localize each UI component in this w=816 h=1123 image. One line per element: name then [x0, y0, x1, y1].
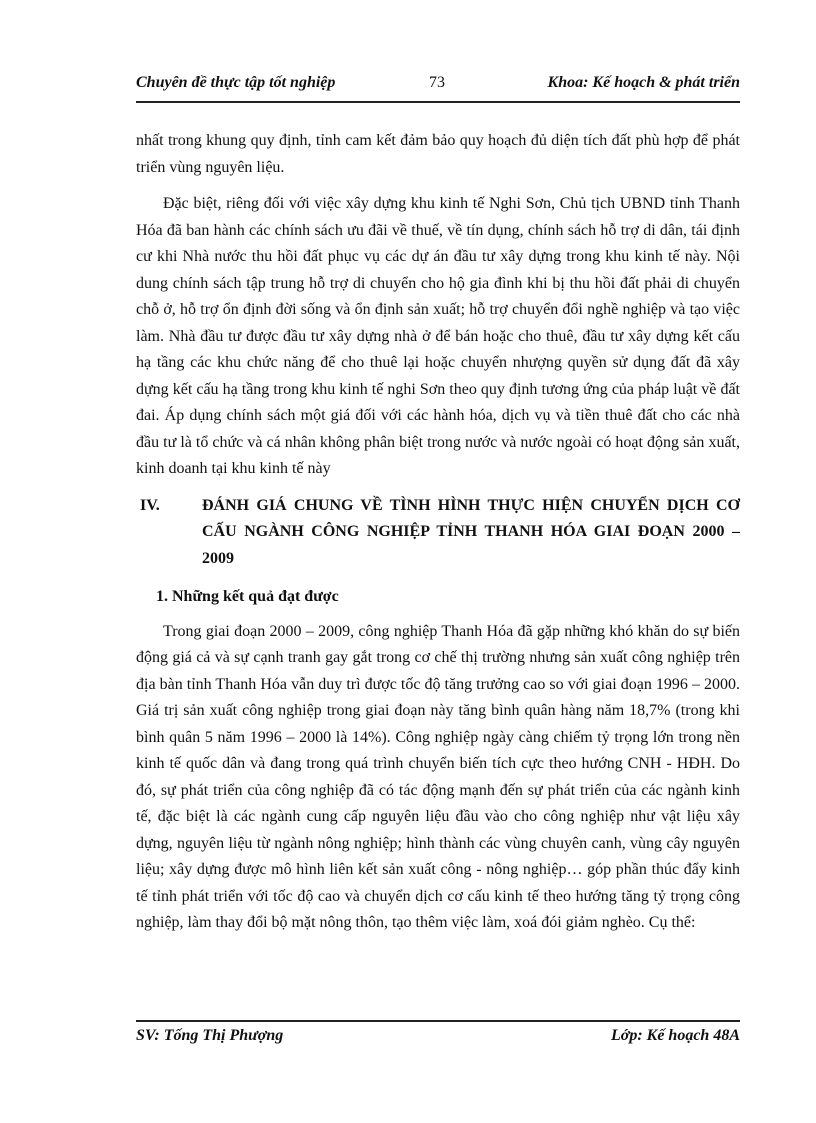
subsection-heading: 1. Những kết quả đạt được	[156, 588, 339, 605]
section-number: IV.	[140, 496, 160, 514]
page-body	[136, 128, 740, 947]
page-header	[136, 74, 740, 98]
paragraph-3: Trong giai đoạn 2000 – 2009, công nghiệp Thanh Hóa đã gặp những khó khăn do sự biến động giá cả và sự cạnh tranh gay gắt trong cơ chế thị trường nhưng sản xuất công nghiệp trên địa bàn tỉnh Thanh Hóa vẫn duy trì được tốc độ tăng trưởng cao so với giai đoạn 1996 – 2000. Giá trị sản xuất công nghiệp trong giai đoạn này tăng bình quân hàng năm 18,7% (trong khi bình quân 5 năm 1996 – 2000 là 14%). Công nghiệp ngày càng chiếm tỷ trọng lớn trong nền kinh tế quốc dân và đang trong quá trình chuyển biến tích cực theo hướng CNH - HĐH. Do đó, sự phát triển của công nghiệp đã có tác động mạnh đến sự phát triển của các ngành kinh tế, đặc biệt là các ngành cung cấp nguyên liệu đầu vào cho công nghiệp như vật liệu xây dựng, nguyên liệu từ ngành nông nghiệp; hình thành các vùng chuyên canh, vùng cây nguyên liệu; xây dựng được mô hình liên kết sản xuất công - nông nghiệp… góp phần thúc đẩy kinh tế tỉnh phát triển với tốc độ cao và chuyển dịch cơ cấu kinh tế theo hướng tăng tỷ trọng công nghiệp, làm thay đổi bộ mặt nông thôn, tạo thêm việc làm, xoá đói giảm nghèo. Cụ thể:	[136, 622, 740, 931]
section-heading	[136, 493, 740, 573]
paragraph-2: Đặc biệt, riêng đối với việc xây dựng khu kinh tế Nghi Sơn, Chủ tịch UBND tỉnh Thanh Hóa đã ban hành các chính sách ưu đãi về thuế, về tín dụng, chính sách hỗ trợ di dân, tái định cư khi Nhà nước thu hồi đất phục vụ các dự án đầu tư xây dựng trong khu kinh tế này. Nội dung chính sách tập trung hỗ trợ di chuyển cho hộ gia đình khi bị thu hồi đất phải di chuyển chỗ ở, hỗ trợ ổn định đời sống và ổn định sản xuất; hỗ trợ chuyển đổi nghề nghiệp và tạo việc làm. Nhà đầu tư được đầu tư xây dựng nhà ở để bán hoặc cho thuê, đầu tư xây dựng kết cấu hạ tầng các khu chức năng để cho thuê lại hoặc chuyển nhượng quyền sử dụng đất đã xây dựng kết cấu hạ tầng trong khu kinh tế nghi Sơn theo quy định tương ứng của pháp luật về đất đai. Áp dụng chính sách một giá đối với các hành hóa, dịch vụ và tiền thuê đất cho các nhà đầu tư là tổ chức và cá nhân không phân biệt trong nước và nước ngoài có hoạt động sản xuất, kinh doanh tại khu kinh tế này	[136, 195, 740, 477]
section-title: ĐÁNH GIÁ CHUNG VỀ TÌNH HÌNH THỰC HIỆN CHUYỂN DỊCH CƠ CẤU NGÀNH CÔNG NGHIỆP TỈNH THANH HÓA GIAI ĐOẠN 2000 – 2009	[202, 496, 740, 567]
page-number: 73	[429, 74, 445, 91]
footer-class: Lớp: Kế hoạch 48A	[610, 1027, 740, 1044]
footer-student: SV: Tống Thị Phượng	[136, 1027, 284, 1044]
footer-divider	[136, 1020, 740, 1022]
header-left-title: Chuyên đề thực tập tốt nghiệp	[136, 74, 336, 91]
header-right-title: Khoa: Kế hoạch & phát triển	[547, 74, 740, 91]
header-divider	[136, 101, 740, 103]
paragraph-1: nhất trong khung quy định, tỉnh cam kết đảm bảo quy hoạch đủ diện tích đất phù hợp để phát triển vùng nguyên liệu.	[136, 132, 740, 176]
page-footer	[136, 1027, 740, 1051]
